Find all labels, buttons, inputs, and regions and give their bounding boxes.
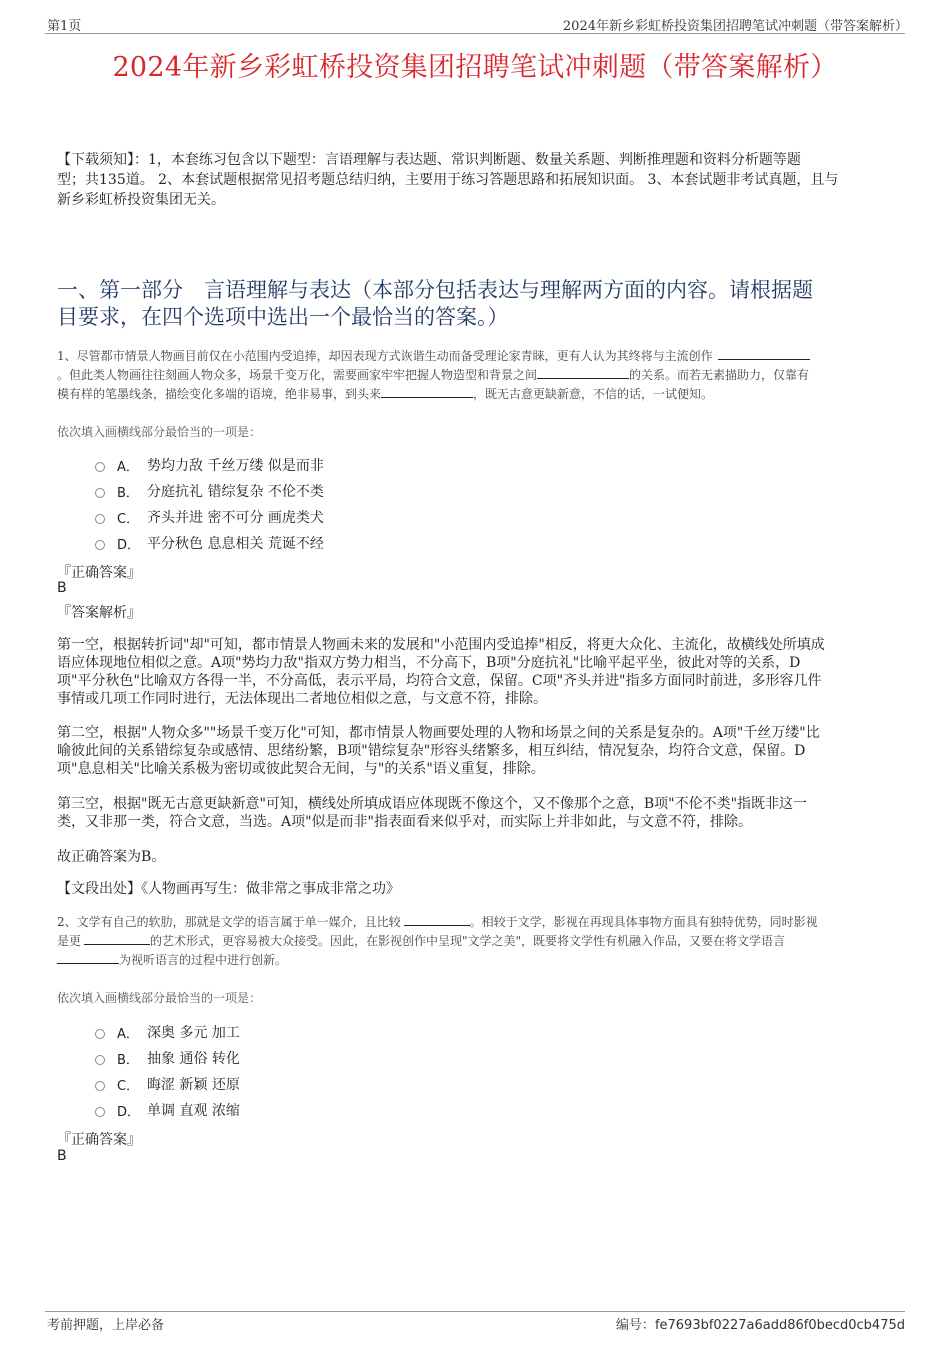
analysis-paragraph-1 <box>57 636 897 708</box>
radio-icon[interactable] <box>95 1081 105 1091</box>
answer-blank <box>537 366 629 379</box>
question-2-instruction: 依次填入画横线部分最恰当的一项是： <box>57 991 262 1005</box>
option-letter: A． <box>117 459 139 475</box>
option-b[interactable] <box>95 1045 240 1071</box>
q1-text: ，既无古意更缺新意，不信的话，一试便知。 <box>473 387 714 401</box>
analysis-line: 事情或几项工作同时进行，无法体现出二者地位相似之意，与文意不符，排除。 <box>57 691 547 707</box>
question-1-stem <box>57 347 912 404</box>
notice-line: 【下载须知】：1，本套练习包含以下题型：言语理解与表达题、常识判断题、数量关系题、判断推理题和资料分析题等题 <box>57 152 801 168</box>
option-letter: B． <box>117 1052 139 1068</box>
question-2-options <box>95 1019 240 1123</box>
notice-line: 新乡彩虹桥投资集团无关。 <box>57 192 225 208</box>
radio-icon[interactable] <box>95 1055 105 1065</box>
q2-text: 为视听语言的过程中进行创新。 <box>119 953 288 967</box>
question-2-stem <box>57 913 912 970</box>
q1-text: 的关系。而若无素描助力，仅靠有 <box>629 368 810 382</box>
analysis-paragraph-3 <box>57 795 897 831</box>
section-heading-line: 一、第一部分 言语理解与表达（本部分包括表达与理解两方面的内容。请根据题 <box>57 278 813 302</box>
analysis-line: 项"息息相关"比喻关系极为密切或彼此契合无间，与"的关系"语义重复，排除。 <box>57 761 545 777</box>
radio-icon[interactable] <box>95 488 105 498</box>
passage-source: 【文段出处】《人物画再写生：做非常之事成非常之功》 <box>57 881 400 897</box>
radio-icon[interactable] <box>95 540 105 550</box>
page-number: 第1页 <box>47 19 82 34</box>
option-c[interactable] <box>95 504 324 530</box>
answer-blank <box>718 347 810 360</box>
option-text: 势均力敌 千丝万缕 似是而非 <box>147 458 324 474</box>
correct-answer: B <box>57 580 67 596</box>
footer-slogan: 考前押题，上岸必备 <box>47 1318 165 1333</box>
analysis-line: 第一空，根据转折词"却"可知，都市情景人物画未来的发展和"小范围内受追捧"相反，将更大众化、主流化，故横线处所填成 <box>57 637 825 653</box>
running-header-title: 2024年新乡彩虹桥投资集团招聘笔试冲刺题（带答案解析） <box>562 19 908 34</box>
option-letter: C． <box>117 1078 140 1094</box>
question-1-instruction: 依次填入画横线部分最恰当的一项是： <box>57 425 262 439</box>
document-title: 2024年新乡彩虹桥投资集团招聘笔试冲刺题（带答案解析） <box>112 52 838 83</box>
analysis-line: 语应体现地位相似之意。A项"势均力敌"指双方势力相当，不分高下，B项"分庭抗礼"比喻平起平坐，彼此对等的关系，D <box>57 655 801 671</box>
code-value: fe7693bf0227a6add86f0becd0cb475d <box>654 1318 905 1333</box>
question-1-options <box>95 452 324 556</box>
analysis-line: 项"平分秋色"比喻双方各得一半，不分高低，表示平局，均符合文意，保留。C项"齐头并进"指多方面同时前进，多形容几件 <box>57 673 822 689</box>
section-heading-line: 目要求，在四个选项中选出一个最恰当的答案。） <box>57 305 509 329</box>
q2-text: 的艺术形式，更容易被大众接受。因此，在影视创作中呈现"文学之美"，既要将文学性有机融入作品，又要在将文学语言 <box>150 934 786 948</box>
notice-line: 型；共135道。 2、本套试题根据常见招考题总结归纳，主要用于练习答题思路和拓展知识面。 3、本套试题非考试真题，且与 <box>57 172 839 188</box>
answer-blank <box>84 932 150 945</box>
analysis-line: 类，又非那一类，符合文意，当选。A项"似是而非"指表面看来似乎对，而实际上并非如此，与文意不符，排除。 <box>57 814 752 830</box>
q2-text: 是更 <box>57 934 82 948</box>
q1-text: 模有样的笔墨线条，描绘变化多端的语境，绝非易事，到头来 <box>57 387 382 401</box>
option-a[interactable] <box>95 452 324 478</box>
option-text: 分庭抗礼 错综复杂 不伦不类 <box>147 484 324 500</box>
analysis-line: 第二空，根据"人物众多""场景千变万化"可知，都市情景人物画要处理的人物和场景之间的关系是复杂的。A项"千丝万缕"比 <box>57 725 820 741</box>
radio-icon[interactable] <box>95 514 105 524</box>
option-c[interactable] <box>95 1071 240 1097</box>
option-letter: D． <box>117 537 141 553</box>
answer-conclusion: 故正确答案为B。 <box>57 849 166 865</box>
radio-icon[interactable] <box>95 462 105 472</box>
answer-blank <box>381 385 473 398</box>
option-d[interactable] <box>95 530 324 556</box>
option-b[interactable] <box>95 478 324 504</box>
analysis-label: 『答案解析』 <box>57 605 141 621</box>
q2-text: 。相较于文学，影视在再现具体事物方面具有独特优势，同时影视 <box>469 915 818 929</box>
option-text: 晦涩 新颖 还原 <box>147 1077 240 1093</box>
correct-answer-label: 『正确答案』 <box>57 1132 141 1148</box>
radio-icon[interactable] <box>95 1029 105 1039</box>
header-divider <box>45 33 905 34</box>
option-letter: B． <box>117 485 139 501</box>
option-letter: D． <box>117 1104 141 1120</box>
answer-blank <box>57 951 119 964</box>
download-notice <box>57 150 907 210</box>
analysis-line: 喻彼此间的关系错综复杂或感情、思绪纷繁，B项"错综复杂"形容头绪繁多，相互纠结，情况复杂，均符合文意，保留。D <box>57 743 806 759</box>
option-text: 单调 直观 浓缩 <box>147 1103 240 1119</box>
q2-text: 2、文学有自己的软肋，那就是文学的语言属于单一媒介，且比较 <box>57 915 401 929</box>
option-letter: C． <box>117 511 140 527</box>
correct-answer-label: 『正确答案』 <box>57 565 141 581</box>
option-text: 平分秋色 息息相关 荒诞不经 <box>147 536 324 552</box>
option-text: 深奥 多元 加工 <box>147 1025 240 1041</box>
code-label: 编号： <box>615 1318 655 1333</box>
footer-divider <box>45 1311 905 1312</box>
correct-answer: B <box>57 1148 67 1164</box>
q1-text: 。但此类人物画往往刻画人物众多，场景千变万化，需要画家牢牢把握人物造型和背景之间 <box>57 368 538 382</box>
answer-blank <box>404 913 470 926</box>
document-code <box>616 1314 905 1333</box>
analysis-paragraph-2 <box>57 724 897 778</box>
option-text: 齐头并进 密不可分 画虎类犬 <box>147 510 324 526</box>
option-d[interactable] <box>95 1097 240 1123</box>
option-a[interactable] <box>95 1019 240 1045</box>
analysis-line: 第三空，根据"既无古意更缺新意"可知，横线处所填成语应体现既不像这个，又不像那个之意，B项"不伦不类"指既非这一 <box>57 796 808 812</box>
radio-icon[interactable] <box>95 1107 105 1117</box>
section-heading <box>57 277 907 331</box>
q1-text: 1、尽管都市情景人物画目前仅在小范围内受追捧，却因表现方式诙谐生动而备受理论家青睐，更有人认为其终将与主流创作 <box>57 349 713 363</box>
option-letter: A． <box>117 1026 139 1042</box>
option-text: 抽象 通俗 转化 <box>147 1051 240 1067</box>
